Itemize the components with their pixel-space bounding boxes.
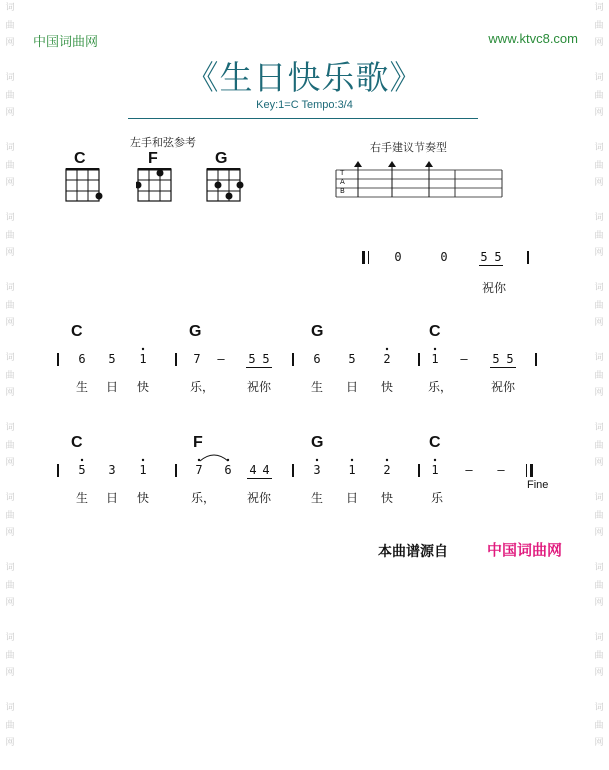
note: — (460, 352, 468, 366)
footer-source-label: 本曲谱源自 (378, 544, 448, 560)
note: 3 (313, 463, 321, 477)
note: 3 (108, 463, 116, 477)
lyric: 祝你 (490, 380, 515, 394)
note: 6 (224, 463, 232, 477)
note: 1 (431, 463, 439, 477)
tab-letter-a: A (340, 178, 345, 186)
lyric: 快 (380, 380, 393, 394)
row-chord: C (71, 323, 83, 340)
row-chord: C (429, 323, 441, 340)
note: 1 (431, 352, 439, 366)
watermark-right: 词 曲 网 词 曲 网 词 曲 网 词 曲 网 词 曲 网 词 曲 网 词 曲 网 词 曲 网 词 曲 网 词 曲 网 词 曲 网 (594, 3, 604, 748)
note: 5 (492, 352, 500, 366)
row-chord: G (311, 434, 324, 451)
left-hand-caption: 左手和弦参考 (130, 136, 196, 149)
lyric: 快 (136, 380, 149, 394)
note: 7 (193, 352, 201, 366)
note: 5 (506, 352, 514, 366)
pickup-note: 5 (480, 250, 488, 264)
row-chord: C (429, 434, 441, 451)
note: 2 (383, 463, 391, 477)
note: — (497, 463, 505, 477)
note: 5 (108, 352, 116, 366)
note: 5 (348, 352, 356, 366)
tab-letter-t: T (340, 169, 345, 177)
note: 5 (78, 463, 86, 477)
right-hand-caption: 右手建议节奏型 (370, 141, 447, 154)
brand-right: www.ktvc8.com (488, 31, 578, 46)
lyric: 乐， (427, 380, 452, 394)
row-chord: G (311, 323, 324, 340)
note: — (217, 352, 225, 366)
lyric: 生 (75, 491, 88, 505)
lyric: 祝你 (246, 380, 271, 394)
note: 1 (139, 463, 147, 477)
lyric: 祝你 (246, 491, 271, 505)
lyric: 日 (105, 491, 118, 505)
note: 5 (262, 352, 270, 366)
chord-diagram-name: F (148, 150, 158, 167)
watermark-left: 词 曲 网 词 曲 网 词 曲 网 词 曲 网 词 曲 网 词 曲 网 词 曲 网 词 曲 网 词 曲 网 词 曲 网 词 曲 网 (5, 3, 15, 748)
chord-diagram-name: G (215, 150, 228, 167)
brand-left: 中国词曲网 (33, 35, 99, 50)
note: 6 (313, 352, 321, 366)
lyric: 日 (345, 491, 358, 505)
row-chord: F (193, 434, 203, 451)
note: 1 (348, 463, 356, 477)
lyric: 生 (310, 491, 323, 505)
lyric: 乐 (430, 491, 443, 505)
pickup-note: 0 (440, 250, 448, 264)
pickup-note: 0 (394, 250, 402, 264)
pickup-lyric: 祝你 (481, 281, 506, 295)
note: 2 (383, 352, 391, 366)
lyric: 生 (75, 380, 88, 394)
row-chord: G (189, 323, 202, 340)
song-title: 《生日快乐歌》 (185, 58, 424, 97)
note: 5 (248, 352, 256, 366)
note: 1 (139, 352, 147, 366)
note: 6 (78, 352, 86, 366)
note: 4 (262, 463, 270, 477)
footer-source-site: 中国词曲网 (487, 541, 563, 559)
lyric: 快 (136, 491, 149, 505)
note: 7 (195, 463, 203, 477)
pickup-note: 5 (494, 250, 502, 264)
tab-letter-b: B (340, 187, 345, 195)
row-chord: C (71, 434, 83, 451)
chord-diagram-name: C (74, 150, 86, 167)
lyric: 乐， (189, 380, 214, 394)
fine-label: Fine (527, 479, 549, 491)
lyric: 日 (105, 380, 118, 394)
key-tempo: Key:1=C Tempo:3/4 (256, 99, 353, 111)
note: 4 (249, 463, 257, 477)
lyric: 生 (310, 380, 323, 394)
lyric: 快 (380, 491, 393, 505)
lyric: 日 (345, 380, 358, 394)
lyric: 乐， (190, 491, 215, 505)
note: — (465, 463, 473, 477)
